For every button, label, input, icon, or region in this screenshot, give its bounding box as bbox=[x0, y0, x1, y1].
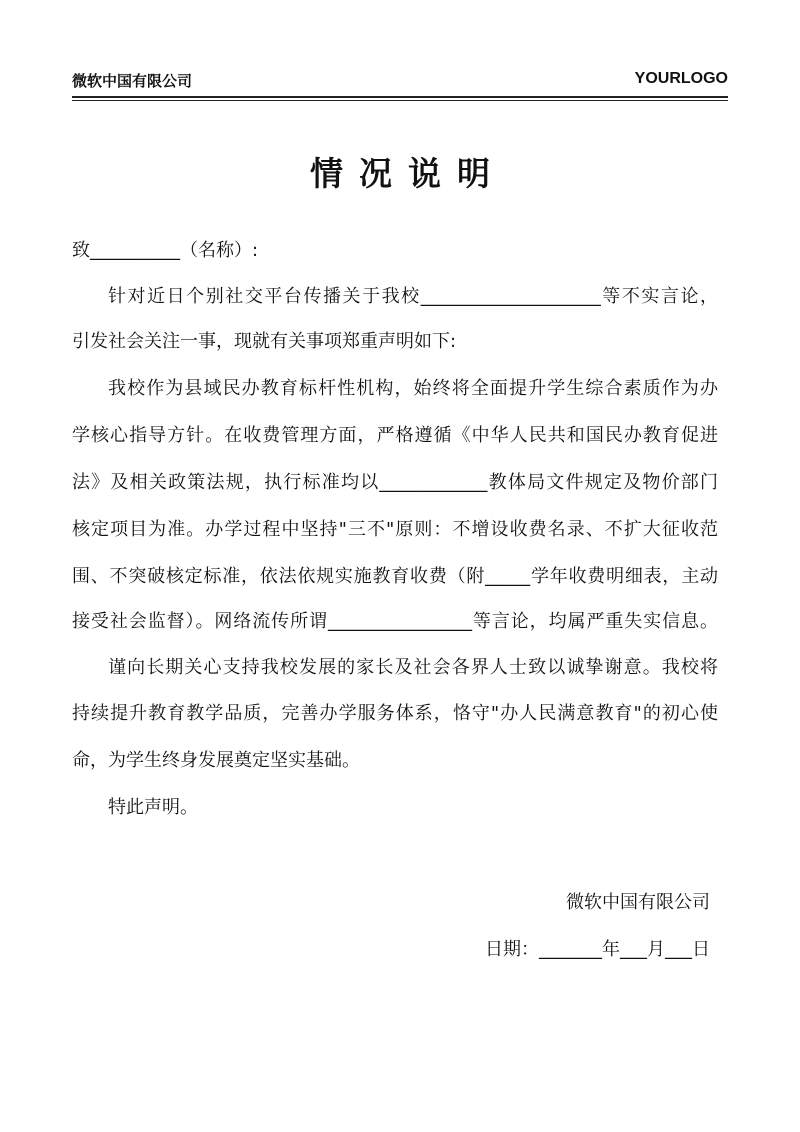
signature-date: 日期：_______年___月___日 bbox=[485, 939, 710, 960]
document-title: 情况说明 bbox=[310, 154, 506, 193]
paragraph-line: 学核心指导方针。在收费管理方面，严格遵循《中华人民共和国民办教育促进 bbox=[72, 425, 718, 446]
paragraph-line: 持续提升教育教学品质，完善办学服务体系，恪守"办人民满意教育"的初心使 bbox=[72, 703, 718, 724]
paragraph-line: 围、不突破核定标准，依法依规实施教育收费（附_____学年收费明细表，主动 bbox=[72, 566, 718, 587]
paragraph-line: 谨向长期关心支持我校发展的家长及社会各界人士致以诚挚谢意。我校将 bbox=[108, 657, 718, 678]
header-logo: YOURLOGO bbox=[634, 70, 728, 87]
header-divider-thin bbox=[72, 100, 728, 101]
salutation: 致__________（名称）: bbox=[72, 240, 259, 261]
signature-company: 微软中国有限公司 bbox=[566, 892, 710, 913]
paragraph-line: 针对近日个别社交平台传播关于我校____________________等不实言论， bbox=[108, 286, 718, 307]
header-company: 微软中国有限公司 bbox=[72, 72, 193, 90]
paragraph-line: 引发社会关注一事，现就有关事项郑重声明如下: bbox=[72, 331, 457, 352]
closing-statement: 特此声明。 bbox=[108, 797, 198, 818]
paragraph-line: 我校作为县域民办教育标杆性机构，始终将全面提升学生综合素质作为办 bbox=[108, 378, 718, 399]
paragraph-line: 接受社会监督）。网络流传所谓________________等言论，均属严重失实信息。 bbox=[72, 611, 718, 632]
header-divider bbox=[72, 96, 728, 98]
page-header bbox=[72, 70, 728, 92]
paragraph-line: 核定项目为准。办学过程中坚持"三不"原则：不增设收费名录、不扩大征收范 bbox=[72, 519, 718, 540]
paragraph-line: 法》及相关政策法规，执行标准均以____________教体局文件规定及物价部门 bbox=[72, 472, 718, 493]
paragraph-line: 命，为学生终身发展奠定坚实基础。 bbox=[72, 750, 360, 771]
